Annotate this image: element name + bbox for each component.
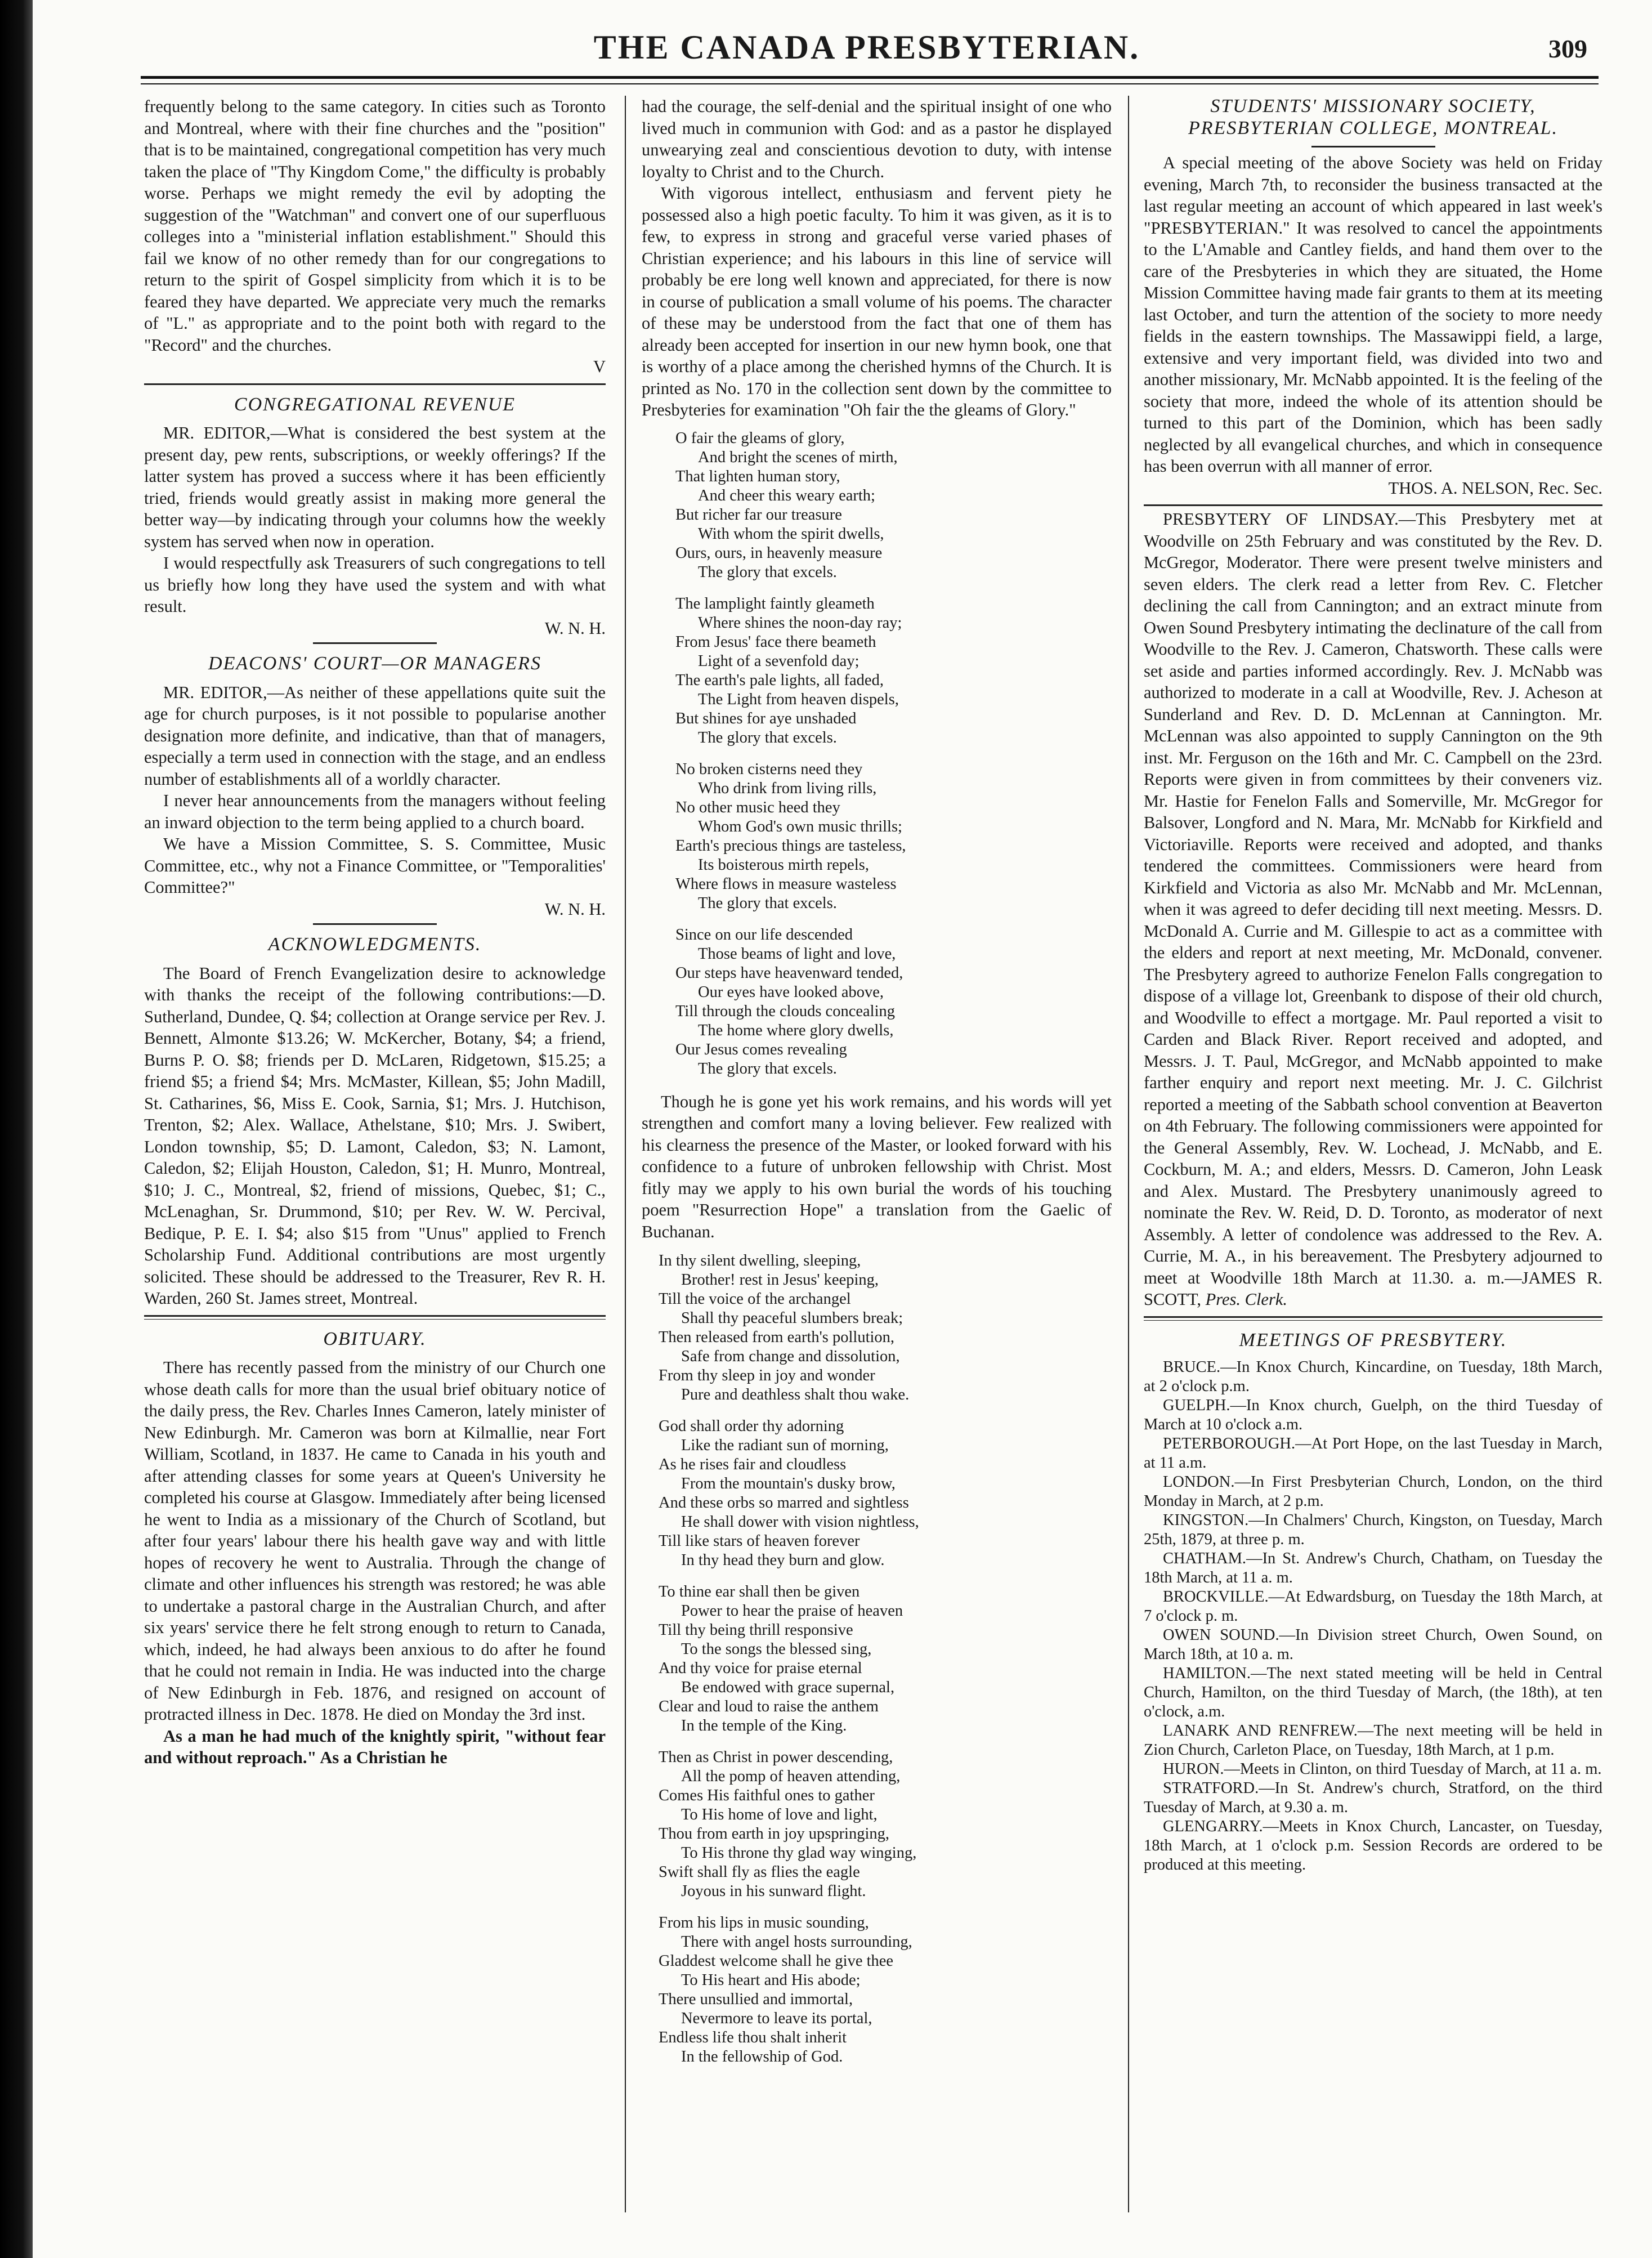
poem-line: To the songs the blessed sing, [681, 1640, 872, 1658]
poem-line: To His heart and His abode; [681, 1971, 861, 1989]
meeting-details: —In St. Andrew's church, Stratford, on the third Tuesday of March, at 9.30 a. m. [1144, 1779, 1602, 1816]
poem-line: Nevermore to leave its portal, [681, 2010, 872, 2027]
poem-line: The home where glory dwells, [698, 1021, 894, 1039]
intro-signature: V [593, 357, 606, 376]
poem-line: Then as Christ in power descending, [659, 1749, 893, 1766]
poem-stanza [659, 1913, 1112, 2067]
column-divider [1128, 96, 1129, 2212]
poem-line: Those beams of light and love, [698, 945, 896, 963]
meeting-item [1144, 1779, 1602, 1817]
poem-line: There with angel hosts surrounding, [681, 1933, 912, 1951]
meeting-presbytery-name: PETERBOROUGH. [1163, 1435, 1296, 1452]
meeting-details: —In St. Andrew's Church, Chatham, on Tuesday the 18th March, at 11 a. m. [1144, 1550, 1602, 1586]
heading-acknowledgments: ACKNOWLEDGMENTS. [268, 934, 482, 955]
poem-line: In thy head they burn and glow. [681, 1551, 885, 1569]
poem-stanza [675, 429, 1112, 582]
acknowledgments-paragraph: The Board of French Evangelization desire to acknowledge with thanks the receipt of the following contributions:—D. Sutherland, Dundee, Q. $4; collection at Orange service per Rev. J. Bennett, Almonte $13.26; W. McKercher, Botany, $4; a friend, Burns P. O. $8; friends per D. McLaren, Ridgetown, $15.25; a friend $5; a friend $4; Mrs. McMaster, Killean, $5; John Madill, St. Catharines, $6, Miss E. Cook, Sarnia, $1; Mrs. J. Hutchison, Trenton, $2; Alex. Wallace, Athelstane, $10; Mrs. J. Swibert, London township, $5; D. Lamont, Caledon, $3; N. Lamont, Caledon, $2; Elijah Houston, Caledon, $1; H. Munro, Montreal, $10; J. C., Montreal, $2, friend of missions, Quebec, $1; C., McLenaghan, Sr. Drummond, $10; per Rev. W. W. Percival, Bedique, P. E. I. $4; also $15 from "Unus" applied to French Scholarship Fund. Additional contributions are most urgently solicited. These should be addressed to the Treasurer, Rev R. H. Warden, 260 St. James street, Montreal. [144, 963, 606, 1308]
poem-line: And cheer this weary earth; [698, 486, 875, 504]
poem-line: No other music heed they [675, 798, 840, 816]
column-divider [625, 96, 626, 2212]
poem-line: The Light from heaven dispels, [698, 690, 899, 708]
deacons-paragraph: We have a Mission Committee, S. S. Committee, Music Committee, etc., why not a Finance Committee, or "Temporalities' Committee?" [144, 834, 606, 897]
poem-line: Swift shall fly as flies the eagle [659, 1863, 860, 1881]
poem-line: From Jesus' face there beameth [675, 633, 876, 651]
poem-line: From his lips in music sounding, [659, 1914, 869, 1931]
poem-line: Like the radiant sun of morning, [681, 1437, 889, 1454]
poem-line: Safe from change and dissolution, [681, 1348, 900, 1365]
meeting-item [1144, 1358, 1602, 1396]
poem-line: In the temple of the King. [681, 1717, 847, 1734]
hymn-glory-that-excels [675, 429, 1112, 1079]
revenue-signature: W. N. H. [544, 618, 606, 638]
poem-line: In the fellowship of God. [681, 2048, 843, 2065]
masthead-rule-thin [141, 83, 1599, 84]
meeting-item [1144, 1511, 1602, 1549]
obituary-continued-paragraph: With vigorous intellect, enthusiasm and fervent piety he possessed also a high poetic faculty. To him it was given, as it is to few, to express in strong and graceful verse varied phases of Christian experience; and his labours in this line of service will probably be ere long well known and appreciated, for there is now in course of publication a small volume of his poems. The character of these may be understood from the fact that one of them has already been accepted for insertion in our new hymn book, one that is worthy of a place among the cherished hymns of the Church. It is printed as No. 170 in the collection sent down by the committee to Presbyteries for examination "Oh fair the the gleams of Glory." [642, 184, 1112, 419]
poem-line: No broken cisterns need they [675, 760, 863, 778]
poem-line: Ours, ours, in heavenly measure [675, 544, 883, 562]
meeting-details: —The next stated meeting will be held in Central Church, Hamilton, on the third Tuesday of March, (the 18th), at ten o'clock, a.m. [1144, 1665, 1602, 1720]
short-rule [313, 642, 437, 644]
obituary-paragraph: There has recently passed from the ministry of our Church one whose death calls for more than the usual brief obituary notice of the daily press, the Rev. Charles Innes Cameron, lately minister of New Edinburgh. Mr. Cameron was born at Kilmallie, near Fort William, Scotland, in 1837. He came to Canada in his youth and after attending classes for some years at Queen's University he completed his course at Glasgow. Immediately after being licensed he went to India as a missionary of the Church of Scotland, but after four years' labour there his health gave way and with little hopes of recovery he went to Australia. Through the change of climate and other influences his strength was restored; he was able to undertake a pastoral charge in the Australian Church, and after six years' service there he felt strong enough to return to Canada, which, indeed, he had always been anxious to do after he found that he could not remain in India. He was inducted into the charge of New Edinburgh in Feb. 1876, and resigned on account of protracted illness in Dec. 1878. He died on Monday the 3rd inst. [144, 1358, 606, 1724]
poem-line: To thine ear shall then be given [659, 1583, 860, 1600]
meeting-details: —Meets in Knox Church, Lancaster, on Tuesday, 18th March, at 1 o'clock p.m. Session Records are ordered to be produced at this meeting. [1144, 1818, 1602, 1874]
poem-line: From thy sleep in joy and wonder [659, 1367, 875, 1384]
meeting-presbytery-name: KINGSTON. [1163, 1512, 1249, 1529]
section-rule [144, 1315, 606, 1317]
poem-line: The glory that excels. [698, 563, 837, 581]
poem-line: Light of a sevenfold day; [698, 652, 859, 670]
intro-paragraph: frequently belong to the same category. In cities such as Toronto and Montreal, where with their fine churches and the "position" that is to be maintained, congregational competition has very much taken the place of "Thy Kingdom Come," the difficulty is probably worse. Perhaps we might remedy the evil by adopting the suggestion of the "Watchman" and convert one of our superfluous colleges into a "ministerial inflation establishment." Should this fail we know of no other remedy than for our congregations to return to the spirit of Gospel simplicity from which it is to be feared they have departed. We appreciate very much the remarks of "L." as appropriate and to the point both with regard to the "Record" and the churches. [144, 97, 606, 355]
deacons-signature: W. N. H. [544, 899, 606, 919]
poem-line: There unsullied and immortal, [659, 1991, 853, 2008]
heading-meetings-of-presbytery: MEETINGS OF PRESBYTERY. [1239, 1329, 1507, 1351]
lindsay-lead: PRESBYTERY OF LINDSAY. [1163, 509, 1399, 529]
poem-line: Till through the clouds concealing [675, 1002, 895, 1020]
meeting-item [1144, 1473, 1602, 1511]
column-3 [1144, 96, 1602, 2224]
poem-line: From the mountain's dusky brow, [681, 1475, 896, 1492]
poem-line: The glory that excels. [698, 1059, 837, 1077]
masthead [146, 28, 1587, 73]
meeting-item [1144, 1434, 1602, 1473]
poem-line: O fair the gleams of glory, [675, 429, 845, 447]
society-signature: THOS. A. NELSON, Rec. Sec. [1388, 478, 1602, 498]
poem-line: Our steps have heavenward tended, [675, 964, 903, 982]
meeting-item [1144, 1664, 1602, 1722]
poem-line: Whom God's own music thrills; [698, 817, 902, 835]
poem-stanza [675, 925, 1112, 1079]
poem-line: But shines for aye unshaded [675, 709, 857, 727]
poem-line: The glory that excels. [698, 894, 837, 912]
meeting-item [1144, 1722, 1602, 1760]
meeting-details: —In Division street Church, Owen Sound, on March 18th, at 10 a. m. [1144, 1626, 1602, 1663]
column-2 [642, 96, 1112, 2224]
poem-line: The glory that excels. [698, 728, 837, 746]
meeting-presbytery-name: LANARK AND RENFREW. [1163, 1722, 1358, 1740]
meeting-details: —The next meeting will be held in Zion Church, Carleton Place, on Tuesday, 18th March, at 1 p.m. [1144, 1722, 1602, 1759]
meeting-item [1144, 1760, 1602, 1779]
poem-line: The earth's pale lights, all faded, [675, 671, 884, 689]
obituary-continued-paragraph: had the courage, the self-denial and the spiritual insight of one who lived much in communion with God: and as a pastor he displayed unwearying zeal and conscientious devotion to duty, with intense loyalty to Christ and to the Church. [642, 97, 1112, 181]
section-rule [1144, 1316, 1602, 1318]
masthead-title: THE CANADA PRESBYTERIAN. [593, 29, 1140, 66]
poem-line: With whom the spirit dwells, [698, 525, 884, 543]
poem-line: To His throne thy glad way winging, [681, 1844, 917, 1862]
meeting-details: —In Knox Church, Kincardine, on Tuesday, 18th March, at 2 o'clock p.m. [1144, 1358, 1602, 1395]
meeting-item [1144, 1626, 1602, 1664]
short-rule [1311, 146, 1435, 147]
meeting-presbytery-name: CHATHAM. [1163, 1550, 1247, 1567]
section-rule-thin [144, 1319, 606, 1320]
obituary-continued-paragraph: Though he is gone yet his work remains, and his words will yet strengthen and comfort many a loving believer. Few realized with his clearness the presence of the Master, or looked forward with his confidence to a future of unbroken fellowship with Christ. Most fitly may we apply to his own burial the words of his touching poem "Resurrection Hope" a translation from the Gaelic of Buchanan. [642, 1092, 1112, 1241]
poem-line: As he rises fair and cloudless [659, 1456, 847, 1473]
meeting-details: —In Chalmers' Church, Kingston, on Tuesday, March 25th, 1879, at three p. m. [1144, 1512, 1602, 1548]
meeting-presbytery-name: HURON. [1163, 1760, 1224, 1778]
poem-line: Comes His faithful ones to gather [659, 1787, 875, 1804]
short-rule [313, 923, 437, 925]
poem-line: Where flows in measure wasteless [675, 875, 897, 893]
poem-line: Then released from earth's pollution, [659, 1329, 895, 1346]
poem-line: Till like stars of heaven forever [659, 1532, 860, 1550]
poem-line: Thou from earth in joy upspringing, [659, 1825, 890, 1843]
meeting-details: —Meets in Clinton, on third Tuesday of March, at 11 a. m. [1224, 1760, 1602, 1778]
poem-line: Who drink from living rills, [698, 779, 877, 797]
poem-line: Clear and loud to raise the anthem [659, 1698, 879, 1715]
meeting-presbytery-name: STRATFORD. [1163, 1779, 1259, 1797]
poem-line: That lighten human story, [675, 467, 840, 485]
meeting-item [1144, 1396, 1602, 1434]
section-rule-thin [1144, 1320, 1602, 1321]
poem-line: Pure and deathless shalt thou wake. [681, 1386, 910, 1403]
meeting-details: —At Port Hope, on the last Tuesday in March, at 11 a.m. [1144, 1435, 1602, 1472]
poem-line: Endless life thou shalt inherit [659, 2029, 847, 2046]
section-rule [1144, 504, 1602, 506]
poem-line: Brother! rest in Jesus' keeping, [681, 1271, 879, 1289]
column-1 [144, 96, 606, 2224]
meeting-presbytery-name: LONDON. [1163, 1473, 1235, 1491]
meetings-list [1144, 1358, 1602, 1875]
heading-deacons-court: DEACONS' COURT—OR MANAGERS [208, 653, 541, 674]
poem-stanza [659, 1582, 1112, 1736]
revenue-paragraph: MR. EDITOR,—What is considered the best system at the present day, pew rents, subscriptions, or weekly offerings? If the latter system has proved a success where it has been efficiently tried, friends would greatly assist in making more general the better way—by indicating through your columns how the weekly system has served when now in operation. [144, 423, 606, 551]
poem-line: And bright the scenes of mirth, [698, 448, 898, 466]
meeting-presbytery-name: OWEN SOUND. [1163, 1626, 1279, 1644]
poem-line: In thy silent dwelling, sleeping, [659, 1252, 861, 1269]
meeting-presbytery-name: GUELPH. [1163, 1397, 1230, 1414]
poem-stanza [659, 1251, 1112, 1405]
meeting-presbytery-name: HAMILTON. [1163, 1665, 1251, 1682]
page-binding-shadow [0, 0, 33, 2258]
poem-line: Its boisterous mirth repels, [698, 856, 869, 874]
poem-line: The lamplight faintly gleameth [675, 594, 875, 612]
poem-resurrection-hope [659, 1251, 1112, 2067]
poem-stanza [659, 1417, 1112, 1570]
poem-line: Earth's precious things are tasteless, [675, 837, 906, 855]
meeting-presbytery-name: BRUCE. [1163, 1358, 1221, 1376]
meeting-presbytery-name: BROCKVILLE. [1163, 1588, 1269, 1606]
poem-line: He shall dower with vision nightless, [681, 1513, 919, 1531]
revenue-paragraph: I would respectfully ask Treasurers of such congregations to tell us briefly how long they have used the system and with what result. [144, 553, 606, 616]
deacons-paragraph: MR. EDITOR,—As neither of these appellations quite suit the age for church purposes, is it not possible to popularise another designation more definite, and indicative, than that of managers, especially a term used in connection with the stage, and an endless number of establishments all of a worldly character. [144, 682, 606, 789]
poem-stanza [675, 760, 1112, 913]
meeting-presbytery-name: GLENGARRY. [1163, 1818, 1263, 1835]
poem-line: Joyous in his sunward flight. [681, 1883, 866, 1900]
lindsay-signature: Pres. Clerk. [1205, 1290, 1288, 1309]
poem-line: And thy voice for praise eternal [659, 1660, 862, 1677]
meeting-item [1144, 1588, 1602, 1626]
poem-line: Power to hear the praise of heaven [681, 1602, 903, 1620]
lindsay-paragraph [1144, 508, 1602, 1311]
poem-line: Till thy being thrill responsive [659, 1621, 853, 1639]
heading-students-missionary-society: STUDENTS' MISSIONARY SOCIETY, PRESBYTERIAN COLLEGE, MONTREAL. [1188, 96, 1559, 138]
page-number: 309 [1548, 34, 1587, 63]
deacons-paragraph: I never hear announcements from the managers without feeling an inward objection to the term being applied to a church board. [144, 791, 606, 832]
poem-line: But richer far our treasure [675, 506, 842, 524]
poem-line: Be endowed with grace supernal, [681, 1679, 895, 1696]
heading-obituary: OBITUARY. [323, 1328, 427, 1349]
poem-line: And these orbs so marred and sightless [659, 1494, 909, 1512]
meeting-details: —In First Presbyterian Church, London, on the third Monday in March, at 2 p.m. [1144, 1473, 1602, 1510]
poem-line: Our Jesus comes revealing [675, 1040, 847, 1058]
poem-line: Shall thy peaceful slumbers break; [681, 1309, 903, 1327]
poem-line: To His home of love and light, [681, 1806, 878, 1823]
poem-line: Our eyes have looked above, [698, 983, 884, 1001]
poem-line: God shall order thy adorning [659, 1418, 844, 1435]
poem-stanza [659, 1748, 1112, 1901]
section-rule [144, 383, 606, 385]
masthead-rule [141, 76, 1599, 79]
poem-line: Gladdest welcome shall he give thee [659, 1952, 894, 1970]
poem-line: All the pomp of heaven attending, [681, 1768, 901, 1785]
lindsay-text: —This Presbytery met at Woodville on 25th February and was constituted by the Rev. D. McGregor, Moderator. There were present twelve ministers and seven elders. The clerk read a letter from Rev. C. Fletcher declining the call from Cannington; and an extract minute from Owen Sound Presbytery intimating the declinature of the call from Woodville to the Rev. J. Cameron, Chatsworth. These calls were set aside and parties informed accordingly. Rev. J. McNabb was authorized to moderate in a call at Woodville, Rev. J. Acheson at Sunderland and Rev. D. D. McLennan at Cannington. Mr. McLennan was also appointed to supply Cannington on the 9th inst. Mr. Ferguson on the 16th and Mr. C. Campbell on the 23rd. Reports were given in from committees by their conveners viz. Mr. Hastie for Fenelon Falls and Somerville, Mr. McGregor for Balsover, Longford and N. Mara, Mr. McNabb for Kirkfield and Victoriaville. Reports were received and adopted, and thanks tendered the committees. Commissioners were heard from Kirkfield and Victoria as also Mr. McNabb and Mr. McLennan, when it was agreed to defer deciding till next meeting. Messrs. D. McDonald A. Currie and M. Gillespie to act as a committee with the elders and report at next meeting, Mr. McDonald, convener. The Presbytery agreed to authorize Fenelon Falls congregation to dispose of a village lot, Greenbank to dispose of their old church, and Woodville to effect a mortgage. Mr. Paul reported a visit to Carden and Black River. Report received and adopted, and Messrs. J. T. Paul, McGregor, and McNabb appointed to make farther enquiry and report next meeting. Mr. J. C. Gilchrist reported a meeting of the Sabbath school convention at Beaverton on 4th February. The following commissioners were appointed for the General Assembly, Rev. W. Lochead, J. McNabb, and E. Cockburn, M. A.; and elders, Messrs. D. Cameron, John Leask and Alex. Mustard. The Presbytery unanimously agreed to nominate the Rev. W. Reid, D. D. Toronto, as moderator of next Assembly. A letter of condolence was addressed to the Rev. A. Currie, M. A., in his bereavement. The Presbytery adjourned to meet at Woodville 18th March at 11.30. a. m.—JAMES R. SCOTT, [1144, 509, 1602, 1309]
poem-line: Since on our life descended [675, 925, 853, 944]
poem-line: Where shines the noon-day ray; [698, 614, 902, 632]
obituary-paragraph: As a man he had much of the knightly spirit, "without fear and without reproach." As a Christian he [144, 1726, 606, 1767]
meeting-item [1144, 1817, 1602, 1875]
poem-stanza [675, 594, 1112, 748]
poem-line: Till the voice of the archangel [659, 1290, 851, 1308]
meeting-item [1144, 1549, 1602, 1588]
society-paragraph: A special meeting of the above Society was held on Friday evening, March 7th, to reconsider the business transacted at the last regular meeting an account of which appeared in last week's "PRESBYTERIAN." It was resolved to cancel the appointments to the L'Amable and Cantley fields, and hand them over to the care of the Presbyteries in which they are situated, the Home Mission Committee having made fair grants to them at its meeting last October, and turn the attention of the society to more needy fields in the eastern townships. The Massawippi field, a large, extensive and very important field, was divided into two and another missionary, Mr. McNabb appointed. It is the feeling of the society that more, indeed the whole of its attention should be turned to this part of the Dominion, which has been sadly neglected by all evangelical churches, and which in consequence has been overrun with all manner of error. [1144, 153, 1602, 476]
meeting-details: —At Edwardsburg, on Tuesday the 18th March, at 7 o'clock p. m. [1144, 1588, 1602, 1625]
heading-congregational-revenue: CONGREGATIONAL REVENUE [234, 394, 516, 415]
meeting-details: —In Knox church, Guelph, on the third Tuesday of March at 10 o'clock a.m. [1144, 1397, 1602, 1433]
